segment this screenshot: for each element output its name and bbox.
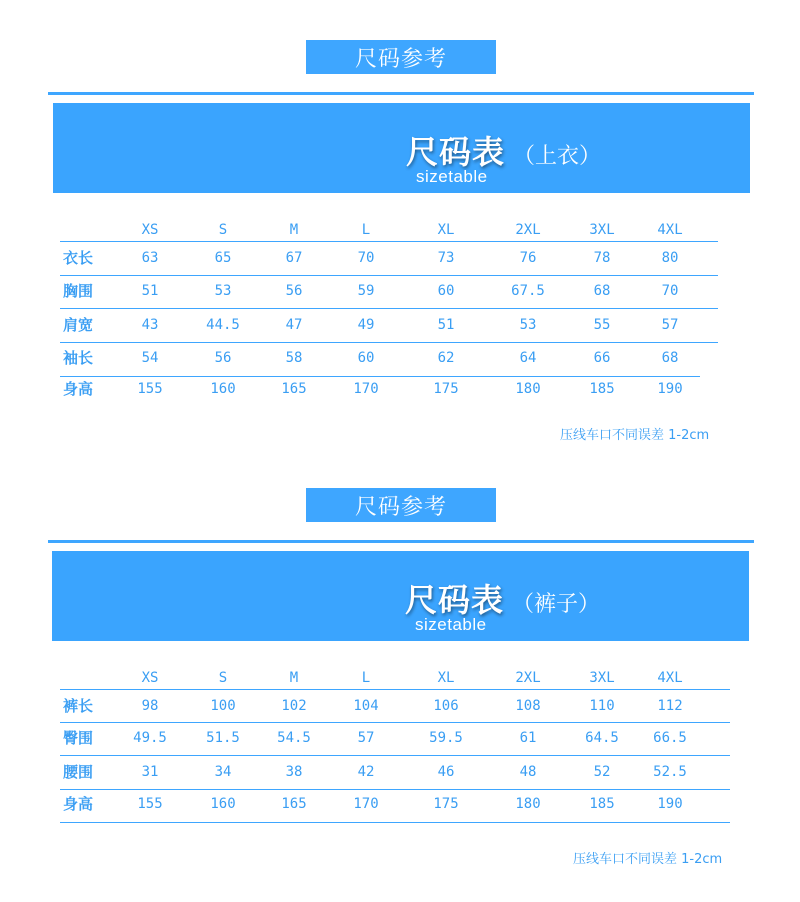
table-cell: 175 <box>433 796 459 812</box>
row-divider <box>60 722 730 723</box>
table-cell: 76 <box>519 250 537 266</box>
table-cell: 80 <box>661 250 679 266</box>
table-cell: 108 <box>515 698 541 714</box>
row-label: 身高 <box>63 380 94 398</box>
size-header-cell: 2XL <box>515 670 541 686</box>
divider <box>48 92 754 95</box>
table-row <box>0 764 800 786</box>
size-header-cell: XL <box>437 670 455 686</box>
size-table-banner <box>53 103 750 193</box>
table-cell: 106 <box>433 698 459 714</box>
row-divider <box>60 342 718 343</box>
table-cell: 175 <box>433 381 459 397</box>
size-header-cell: XS <box>141 670 159 686</box>
size-header-cell: 3XL <box>589 670 615 686</box>
table-cell: 65 <box>214 250 232 266</box>
table-cell: 190 <box>657 796 683 812</box>
table-row <box>0 250 800 272</box>
table-cell: 185 <box>589 381 615 397</box>
row-label: 裤长 <box>63 697 94 715</box>
row-label: 衣长 <box>63 249 94 267</box>
table-cell: 48 <box>519 764 537 780</box>
table-cell: 165 <box>281 381 307 397</box>
table-cell: 58 <box>285 350 303 366</box>
size-header-cell: M <box>289 670 299 686</box>
table-cell: 61 <box>519 730 537 746</box>
row-divider <box>60 689 730 690</box>
table-cell: 185 <box>589 796 615 812</box>
row-label: 身高 <box>63 795 94 813</box>
table-cell: 63 <box>141 250 159 266</box>
row-label: 胸围 <box>63 282 94 300</box>
table-cell: 170 <box>353 381 379 397</box>
row-divider <box>60 376 700 377</box>
table-cell: 160 <box>210 796 236 812</box>
table-row <box>0 317 800 339</box>
banner-subtitle: sizetable <box>416 167 488 186</box>
table-cell: 67 <box>285 250 303 266</box>
divider <box>48 540 754 543</box>
size-table-banner <box>52 551 749 641</box>
tolerance-note: 压线车口不同误差 1-2cm <box>573 852 723 867</box>
table-cell: 62 <box>437 350 455 366</box>
size-header-cell: L <box>361 222 371 238</box>
table-cell: 54 <box>141 350 159 366</box>
table-cell: 66 <box>593 350 611 366</box>
table-cell: 49 <box>357 317 375 333</box>
banner-subtitle: sizetable <box>415 615 487 634</box>
table-cell: 112 <box>657 698 683 714</box>
table-cell: 155 <box>137 381 163 397</box>
table-cell: 78 <box>593 250 611 266</box>
size-header-cell: XL <box>437 222 455 238</box>
table-cell: 42 <box>357 764 375 780</box>
table-cell: 100 <box>210 698 236 714</box>
table-cell: 52 <box>593 764 611 780</box>
size-header-cell: S <box>218 222 228 238</box>
table-cell: 60 <box>357 350 375 366</box>
table-cell: 51.5 <box>206 730 240 746</box>
size-reference-tag: 尺码参考 <box>306 488 496 522</box>
table-cell: 64.5 <box>585 730 619 746</box>
table-cell: 59.5 <box>429 730 463 746</box>
table-row <box>0 350 800 372</box>
table-cell: 160 <box>210 381 236 397</box>
table-cell: 180 <box>515 796 541 812</box>
size-header-cell: 4XL <box>657 222 683 238</box>
size-header-cell: 2XL <box>515 222 541 238</box>
table-cell: 60 <box>437 283 455 299</box>
table-row <box>0 730 800 752</box>
table-cell: 165 <box>281 796 307 812</box>
size-header-cell: XS <box>141 222 159 238</box>
row-divider <box>60 789 730 790</box>
table-cell: 170 <box>353 796 379 812</box>
table-row <box>0 283 800 305</box>
tolerance-note: 压线车口不同误差 1-2cm <box>560 428 710 443</box>
table-cell: 52.5 <box>653 764 687 780</box>
table-row <box>0 381 800 403</box>
row-label: 袖长 <box>63 349 94 367</box>
table-cell: 98 <box>141 698 159 714</box>
row-label: 臀围 <box>63 729 94 747</box>
row-divider <box>60 241 718 242</box>
row-divider <box>60 308 718 309</box>
table-cell: 155 <box>137 796 163 812</box>
table-cell: 57 <box>661 317 679 333</box>
table-cell: 56 <box>214 350 232 366</box>
table-cell: 190 <box>657 381 683 397</box>
table-cell: 102 <box>281 698 307 714</box>
table-cell: 31 <box>141 764 159 780</box>
banner-title: 尺码表 <box>406 133 506 171</box>
table-cell: 34 <box>214 764 232 780</box>
table-cell: 53 <box>519 317 537 333</box>
table-cell: 38 <box>285 764 303 780</box>
row-divider <box>60 822 730 823</box>
table-cell: 55 <box>593 317 611 333</box>
table-cell: 70 <box>357 250 375 266</box>
table-cell: 57 <box>357 730 375 746</box>
table-cell: 46 <box>437 764 455 780</box>
table-cell: 67.5 <box>511 283 545 299</box>
size-header-cell: 4XL <box>657 670 683 686</box>
table-cell: 49.5 <box>133 730 167 746</box>
table-row <box>0 796 800 818</box>
banner-suffix: （上衣） <box>513 144 602 169</box>
table-cell: 68 <box>593 283 611 299</box>
table-cell: 56 <box>285 283 303 299</box>
table-cell: 51 <box>141 283 159 299</box>
table-cell: 110 <box>589 698 615 714</box>
table-cell: 47 <box>285 317 303 333</box>
size-header-cell: M <box>289 222 299 238</box>
size-reference-tag: 尺码参考 <box>306 40 496 74</box>
banner-title: 尺码表 <box>405 581 505 619</box>
row-label: 腰围 <box>63 763 94 781</box>
table-cell: 104 <box>353 698 379 714</box>
row-divider <box>60 755 730 756</box>
size-header-cell: S <box>218 670 228 686</box>
row-label: 肩宽 <box>63 316 94 334</box>
row-divider <box>60 275 718 276</box>
table-cell: 180 <box>515 381 541 397</box>
table-cell: 64 <box>519 350 537 366</box>
table-cell: 70 <box>661 283 679 299</box>
table-cell: 54.5 <box>277 730 311 746</box>
size-header-cell: L <box>361 670 371 686</box>
table-cell: 44.5 <box>206 317 240 333</box>
table-cell: 66.5 <box>653 730 687 746</box>
table-cell: 73 <box>437 250 455 266</box>
banner-suffix: （裤子） <box>512 592 601 617</box>
size-section-trousers <box>0 448 800 899</box>
table-cell: 59 <box>357 283 375 299</box>
table-cell: 53 <box>214 283 232 299</box>
table-cell: 51 <box>437 317 455 333</box>
table-row <box>0 698 800 720</box>
table-cell: 43 <box>141 317 159 333</box>
table-cell: 68 <box>661 350 679 366</box>
size-header-cell: 3XL <box>589 222 615 238</box>
